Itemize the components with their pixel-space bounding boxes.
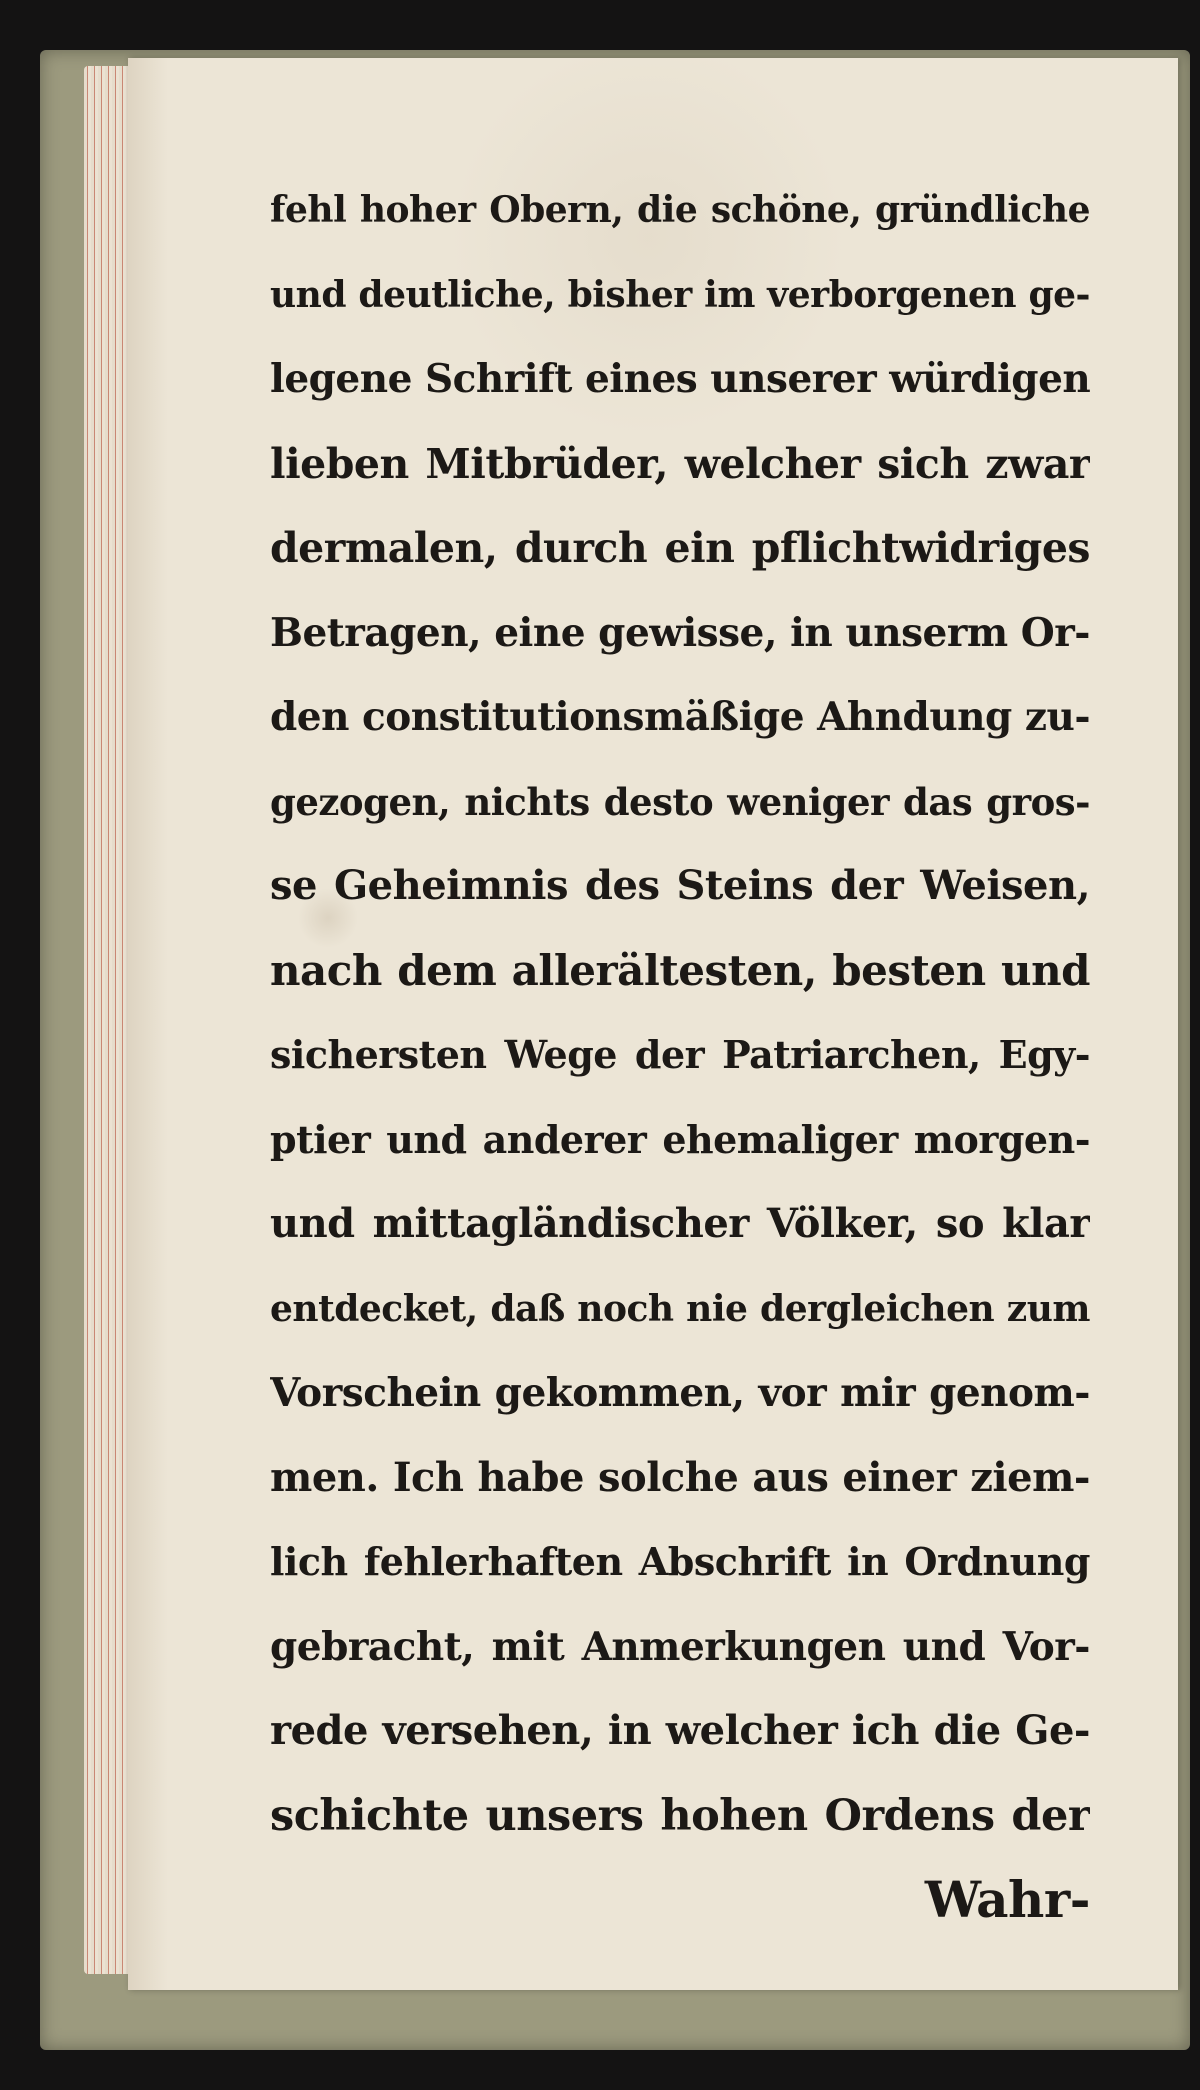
text-line: se Geheimnis des Steins der Weisen, [270, 862, 1090, 909]
text-line: men. Ich habe solche aus einer ziem- [270, 1453, 1090, 1501]
text-line: legene Schrift eines unserer würdigen [270, 356, 1090, 402]
text-line: fehl hoher Obern, die schöne, gründliche [270, 189, 1090, 231]
text-line: entdecket, daß noch nie dergleichen zum [270, 1287, 1090, 1330]
text-line: sichersten Wege der Patriarchen, Egy- [270, 1032, 1090, 1077]
text-line: gezogen, nichts desto weniger das gros- [270, 779, 1090, 824]
text-line: und deutliche, bisher im verborgenen ge- [270, 273, 1090, 316]
text-line: lieben Mitbrüder, welcher sich zwar [270, 439, 1090, 488]
text-line: rede versehen, in welcher ich die Ge- [270, 1707, 1090, 1754]
text-line: gebracht, mit Anmerkungen und Vor- [270, 1623, 1090, 1670]
text-line: und mittagländischer Völker, so klar [270, 1200, 1090, 1247]
text-line: ptier und anderer ehemaliger morgen- [270, 1116, 1090, 1162]
text-line: nach dem allerältesten, besten und [270, 945, 1090, 995]
text-line: Vorschein gekommen, vor mir genom- [270, 1370, 1090, 1416]
text-line: den constitutionsmäßige Ahndung zu- [270, 694, 1090, 740]
text-line: lich fehlerhaften Abschrift in Ordnung [270, 1539, 1090, 1584]
page-text [270, 168, 1090, 1943]
text-line: schichte unsers hohen Ordens der [270, 1790, 1090, 1841]
text-line: Betragen, eine gewisse, in unserm Or- [270, 609, 1090, 656]
text-line: dermalen, durch ein pflichtwidriges [270, 524, 1090, 572]
catchword: Wahr- [924, 1870, 1090, 1929]
